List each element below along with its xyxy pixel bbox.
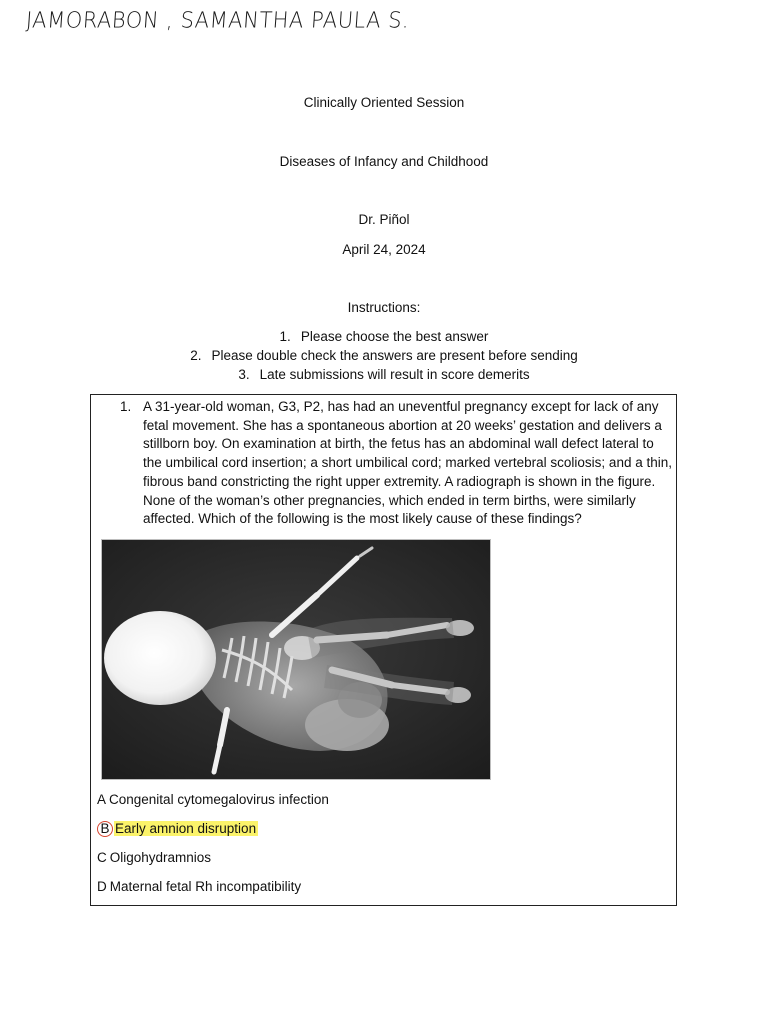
fetal-radiograph-image xyxy=(101,539,491,780)
answer-choice-d[interactable] xyxy=(97,878,301,896)
radiograph-drawing xyxy=(102,540,490,779)
choice-text-highlighted: Early amnion disruption xyxy=(115,821,257,836)
instruction-text: Late submissions will result in score demerits xyxy=(259,367,530,382)
instruction-number: 3. xyxy=(238,367,250,382)
instruction-item xyxy=(0,347,768,365)
instruction-number: 1. xyxy=(279,329,291,344)
choice-text: Maternal fetal Rh incompatibility xyxy=(109,879,302,894)
instruction-text: Please double check the answers are present before sending xyxy=(211,348,578,363)
instruction-item xyxy=(0,328,768,346)
topic-title: Diseases of Infancy and Childhood xyxy=(279,154,489,169)
session-title: Clinically Oriented Session xyxy=(303,95,465,110)
answer-choice-b-selected[interactable] xyxy=(97,820,258,838)
choice-text: Oligohydramnios xyxy=(109,850,212,865)
instructions-title: Instructions: xyxy=(347,300,421,315)
answer-choice-c[interactable] xyxy=(97,849,211,867)
choice-letter: D xyxy=(97,879,107,894)
doctor-name: Dr. Piñol xyxy=(358,212,410,227)
question-box xyxy=(90,394,677,906)
question-number: 1. xyxy=(120,399,132,414)
instruction-number: 2. xyxy=(190,348,202,363)
instruction-text: Please choose the best answer xyxy=(300,329,489,344)
session-date: April 24, 2024 xyxy=(342,242,426,257)
answer-choice-a[interactable] xyxy=(97,791,329,809)
instruction-item xyxy=(0,366,768,384)
choice-letter: A xyxy=(97,792,107,807)
choice-letter: C xyxy=(97,850,107,865)
handwritten-student-name: JAMORABON , SAMANTHA PAULA S. xyxy=(25,7,411,33)
choice-letter-circled: B xyxy=(97,821,113,837)
choice-text: Congenital cytomegalovirus infection xyxy=(109,792,329,807)
question-stem: A 31-year-old woman, G3, P2, has had an uneventful pregnancy except for lack of any fetal movement. She has a spontaneous abortion at 20 weeks’ gestation and delivers a stillborn boy. On examination at birth, the fetus has an abdominal wall defect lateral to the umbilical cord insertion; a short umbilical cord; marked vertebral scoliosis; and a thin, fibrous band constricting the right upper extremity. A radiograph is shown in the figure. None of the woman’s other pregnancies, which ended in term births, were similarly affected. Which of the following is the most likely cause of these findings? xyxy=(143,399,672,527)
